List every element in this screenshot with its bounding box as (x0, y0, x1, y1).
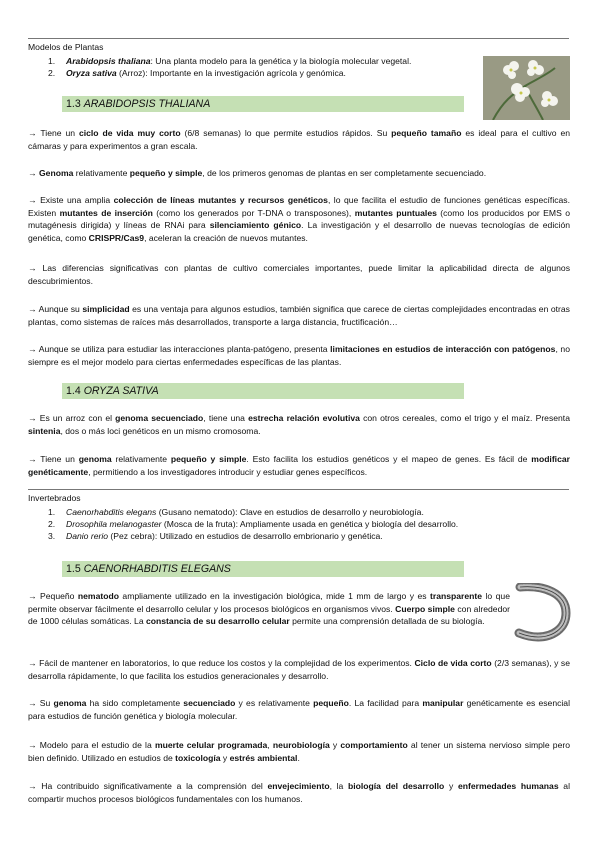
list-item: 2. Oryza sativa (Arroz): Importante en la investigación agrícola y genómica. (48, 68, 346, 79)
paragraph: → Su genoma ha sido completamente secuenciado y es relativamente pequeño. La facilidad para manipular genéticamente es esencial para estudios de función genética y biología molecular. (28, 698, 570, 721)
paragraph: → Tiene un ciclo de vida muy corto (6/8 semanas) lo que permite estudios rápidos. Su pequeño tamaño es ideal para el cultivo en cámaras y para experimentos a gran escala. (28, 128, 570, 151)
paragraph: → Existe una amplia colección de líneas mutantes y recursos genéticos, lo que facilita el estudio de funciones genéticas específicas. Existen mutantes de inserción (como los generados por T-DNA o transposones), mutantes puntuales (como los producidos por EMS o mutagénesis dirigida) y líneas de RNAi para silenciamiento génico. La investigación y el desarrollo de nuevas tecnologías de edición genética, como CRISPR/Cas9, aceleran la creación de nuevos mutantes. (28, 195, 570, 243)
invertebrates-title: Invertebrados (28, 493, 81, 503)
section-divider (28, 489, 569, 490)
nematode-worm-image (514, 583, 571, 643)
section-heading-arabidopsis: 1.3 ARABIDOPSIS THALIANA (62, 96, 464, 112)
list-item: 3. Danio rerio (Pez cebra): Utilizado en estudios de desarrollo embrionario y genética. (48, 531, 383, 542)
paragraph: → Las diferencias significativas con plantas de cultivo comerciales importantes, puede limitar la aplicabilidad directa de algunos descubrimientos. (28, 263, 570, 286)
plants-list (48, 55, 411, 79)
paragraph: → Genoma relativamente pequeño y simple, de los primeros genomas de plantas en ser completamente secuenciado. (28, 168, 487, 178)
section-heading-oryza: 1.4 ORYZA SATIVA (62, 383, 464, 399)
paragraph: → Fácil de mantener en laboratorios, lo que reduce los costos y la complejidad de los experimentos. Ciclo de vida corto (2/3 semanas), y se desarrolla rápidamente, lo que facilita los estudios generacionales y desarrollo. (28, 658, 570, 681)
list-item: 2. Drosophila melanogaster (Mosca de la fruta): Ampliamente usada en genética y biología del desarrollo. (48, 519, 459, 530)
paragraph: → Tiene un genoma relativamente pequeño y simple. Esto facilita los estudios genéticos y el mapeo de genes. Es fácil de modificar genéticamente, permitiendo a los investigadores introducir y estudiar genes específicos. (28, 454, 570, 477)
arabidopsis-flower-photo (483, 56, 570, 120)
paragraph: → Aunque se utiliza para estudiar las interacciones planta-patógeno, presenta limitaciones en estudios de interacción con patógenos, no siempre es el mejor modelo para ciertas enfermedades específicas de las plantas. (28, 344, 570, 367)
plants-title: Modelos de Plantas (28, 42, 104, 52)
top-divider (28, 38, 569, 39)
paragraph: → Ha contribuido significativamente a la comprensión del envejecimiento, la biología del desarrollo y enfermedades humanas al compartir muchos procesos biológicos fundamentales con los humanos. (28, 781, 570, 804)
paragraph: → Aunque su simplicidad es una ventaja para algunos estudios, también significa que carece de ciertas complejidades encontradas en otras plantas, como sistemas de raíces más desarrollados, transporte a larga distancia, fructificación… (28, 304, 570, 327)
section-heading-elegans: 1.5 CAENORHABDITIS ELEGANS (62, 561, 464, 577)
invertebrates-list (48, 506, 458, 543)
paragraph: → Modelo para el estudio de la muerte celular programada, neurobiología y comportamiento al tener un sistema nervioso simple pero bien definido. Utilizado en estudios de toxicología y estrés ambiental. (28, 740, 570, 763)
list-item: 1. Caenorhabditis elegans (Gusano nematodo): Clave en estudios de desarrollo y neurobiología. (48, 507, 424, 517)
paragraph: → Es un arroz con el genoma secuenciado, tiene una estrecha relación evolutiva con otros cereales, como el trigo y el maíz. Presenta sintenia, dos o más loci genéticos en un mismo cromosoma. (28, 413, 570, 436)
paragraph: → Pequeño nematodo ampliamente utilizado en la investigación biológica, mide 1 mm de largo y es transparente lo que permite observar fácilmente el desarrollo celular y los procesos biológicos en organismos vivos. Cuerpo simple con alrededor de 1000 células somáticas. La constancia de su desarrollo celular permite una comprensión detallada de su biología. (28, 591, 510, 627)
list-item: 1. Arabidopsis thaliana: Una planta modelo para la genética y la biología molecular vegetal. (48, 56, 412, 66)
